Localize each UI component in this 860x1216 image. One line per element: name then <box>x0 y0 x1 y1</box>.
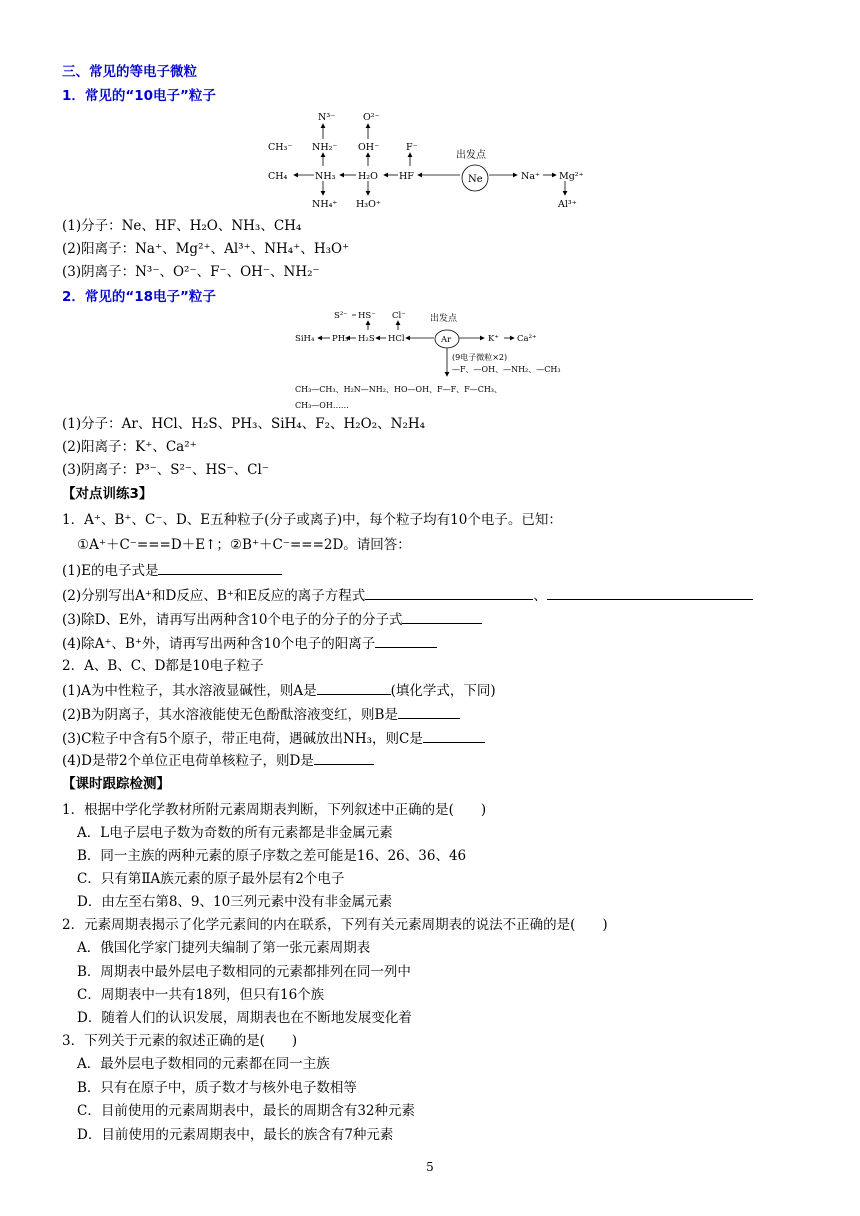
detect-q1-option-a: A．L电子层电子数为奇数的所有元素都是非金属元素 <box>77 825 393 841</box>
ch4-label: CH₄ <box>268 171 288 182</box>
combo-row2: CH₃—OH…… <box>295 401 349 410</box>
practice-q2b-text: (2)B为阴离子，其水溶液能使无色酚酞溶液变红，则B是 <box>62 707 398 723</box>
s2-label: S²⁻ <box>334 311 348 321</box>
hf-label: HF <box>399 171 414 182</box>
answer-blank[interactable] <box>423 728 485 743</box>
detect-q2-option-a: A．俄国化学家门捷列夫编制了第一张元素周期表 <box>77 940 371 956</box>
ph3-label: PH₃ <box>332 334 349 344</box>
section-title: 三、常见的等电子微粒 <box>62 64 197 80</box>
list10-molecules: (1)分子：Ne、HF、H₂O、NH₃、CH₄ <box>62 218 302 234</box>
practice-q2a-text: (1)A为中性粒子，其水溶液显碱性，则A是 <box>62 683 317 699</box>
subsection-10-electron: 1．常见的“10电子”粒子 <box>62 88 216 104</box>
oh-label: OH⁻ <box>358 142 380 153</box>
list18-anions: (3)阴离子：P³⁻、S²⁻、HS⁻、Cl⁻ <box>62 462 269 478</box>
hs-label: HS⁻ <box>358 311 376 321</box>
practice-q1d <box>62 633 437 654</box>
list10-cations: (2)阳离子：Na⁺、Mg²⁺、Al³⁺、NH₄⁺、H₃O⁺ <box>62 241 350 257</box>
detect-q2-option-c: C．周期表中一共有18列，但只有16个族 <box>77 987 325 1003</box>
detect-q2-option-d: D．随着人们的认识发展，周期表也在不断地发展变化着 <box>77 1010 412 1026</box>
ca-label: Ca²⁺ <box>517 334 537 344</box>
practice-q1a <box>62 560 282 581</box>
answer-blank[interactable] <box>402 609 482 624</box>
practice-q2b <box>62 704 460 725</box>
h2s-label: H₂S <box>358 334 375 344</box>
page-number: 5 <box>426 1160 434 1174</box>
practice-q1-conditions: ①A⁺＋C⁻===D＋E↑；②B⁺＋C⁻===2D。请回答： <box>77 537 411 553</box>
ar-label: Ar <box>441 335 452 345</box>
detect-q2: 2．元素周期表揭示了化学元素间的内在联系，下列有关元素周期表的说法不正确的是( ) <box>62 917 608 933</box>
practice-q1: 1．A⁺、B⁺、C⁻、D、E五种粒子(分子或离子)中，每个粒子均有10个电子。已知： <box>62 512 562 528</box>
ch3-label: CH₃⁻ <box>268 142 293 153</box>
eighteen-electron-diagram <box>292 308 582 412</box>
nh4-label: NH₄⁺ <box>312 199 338 210</box>
ten-electron-diagram <box>260 108 600 212</box>
detect-q3-option-b: B．只有在原子中，质子数才与核外电子数相等 <box>77 1080 357 1096</box>
practice-q1b-text: (2)分别写出A⁺和D反应、B⁺和E反应的离子方程式 <box>62 588 366 604</box>
practice-q2c <box>62 728 485 749</box>
detect-q1-option-c: C．只有第ⅡA族元素的原子最外层有2个电子 <box>77 871 345 887</box>
list10-anions: (3)阴离子：N³⁻、O²⁻、F⁻、OH⁻、NH₂⁻ <box>62 264 320 280</box>
hcl-label: HCl <box>388 334 405 344</box>
practice-q1a-text: (1)E的电子式是 <box>62 563 159 579</box>
answer-blank[interactable] <box>365 585 533 600</box>
sih4-label: SiH₄ <box>295 334 315 344</box>
list18-cations: (2)阳离子：K⁺、Ca²⁺ <box>62 439 197 455</box>
answer-blank[interactable] <box>375 633 437 648</box>
combo-row1: CH₃—CH₃、H₂N—NH₂、HO—OH、F—F、F—CH₃、 <box>295 385 503 394</box>
practice-q1d-text: (4)除A⁺、B⁺外，请再写出两种含10个电子的阳离子 <box>62 636 376 652</box>
detect-heading: 【课时跟踪检测】 <box>62 776 170 792</box>
detect-q3-option-d: D．目前使用的元素周期表中，最长的族含有7种元素 <box>77 1127 394 1143</box>
answer-blank[interactable] <box>317 680 391 695</box>
practice-q2d-text: (4)D是带2个单位正电荷单核粒子，则D是 <box>62 753 314 769</box>
mg-label: Mg²⁺ <box>559 171 584 182</box>
list18-molecules: (1)分子：Ar、HCl、H₂S、PH₃、SiH₄、F₂、H₂O₂、N₂H₄ <box>62 416 426 432</box>
al-label: Al³⁺ <box>558 199 577 210</box>
k-label: K⁺ <box>488 334 499 344</box>
answer-blank[interactable] <box>547 585 753 600</box>
practice-q2a-note: (填化学式，下同) <box>390 683 496 699</box>
practice-q1c-text: (3)除D、E外，请再写出两种含10个电子的分子的分子式 <box>62 612 403 628</box>
practice-q2c-text: (3)C粒子中含有5个原子，带正电荷，遇碱放出NH₃，则C是 <box>62 731 423 747</box>
subsection-18-electron: 2．常见的“18电子”粒子 <box>62 289 216 305</box>
f-label: F⁻ <box>406 142 418 153</box>
detect-q1-option-d: D．由左至右第8、9、10三列元素中没有非金属元素 <box>77 894 393 910</box>
blank-separator: 、 <box>533 588 547 604</box>
cl-label: Cl⁻ <box>392 311 406 321</box>
detect-q3-option-a: A．最外层电子数相同的元素都在同一主族 <box>77 1056 330 1072</box>
answer-blank[interactable] <box>314 750 374 765</box>
h3o-label: H₃O⁺ <box>356 199 381 210</box>
practice-heading: 【对点训练3】 <box>62 486 153 502</box>
practice-q2d <box>62 750 374 771</box>
nine-electron-note: (9电子微粒×2) <box>452 353 508 362</box>
nine-electron-groups: —F、—OH、—NH₂、—CH₃ <box>452 365 561 374</box>
start-label: 出发点 <box>456 150 486 161</box>
detect-q1: 1．根据中学化学教材所附元素周期表判断，下列叙述中正确的是( ) <box>62 802 487 818</box>
detect-q3: 3．下列关于元素的叙述正确的是( ) <box>62 1033 298 1049</box>
nh3-label: NH₃ <box>315 171 336 182</box>
practice-q1c <box>62 609 482 630</box>
ne-label: Ne <box>468 174 483 185</box>
practice-q1b <box>62 585 753 606</box>
n3-label: N³⁻ <box>318 112 336 123</box>
practice-q2a <box>62 680 496 701</box>
detect-q1-option-b: B．同一主族的两种元素的原子序数之差可能是16、26、36、46 <box>77 848 467 864</box>
nh2-label: NH₂⁻ <box>312 142 338 153</box>
na-label: Na⁺ <box>521 171 540 182</box>
start-label-18: 出发点 <box>430 314 458 324</box>
h2o-label: H₂O <box>358 171 378 182</box>
detect-q2-option-b: B．周期表中最外层电子数相同的元素都排列在同一列中 <box>77 964 411 980</box>
answer-blank[interactable] <box>158 560 282 575</box>
answer-blank[interactable] <box>398 704 460 719</box>
detect-q3-option-c: C．目前使用的元素周期表中，最长的周期含有32种元素 <box>77 1103 416 1119</box>
o2-label: O²⁻ <box>363 112 380 123</box>
practice-q2: 2．A、B、C、D都是10电子粒子 <box>62 658 264 674</box>
